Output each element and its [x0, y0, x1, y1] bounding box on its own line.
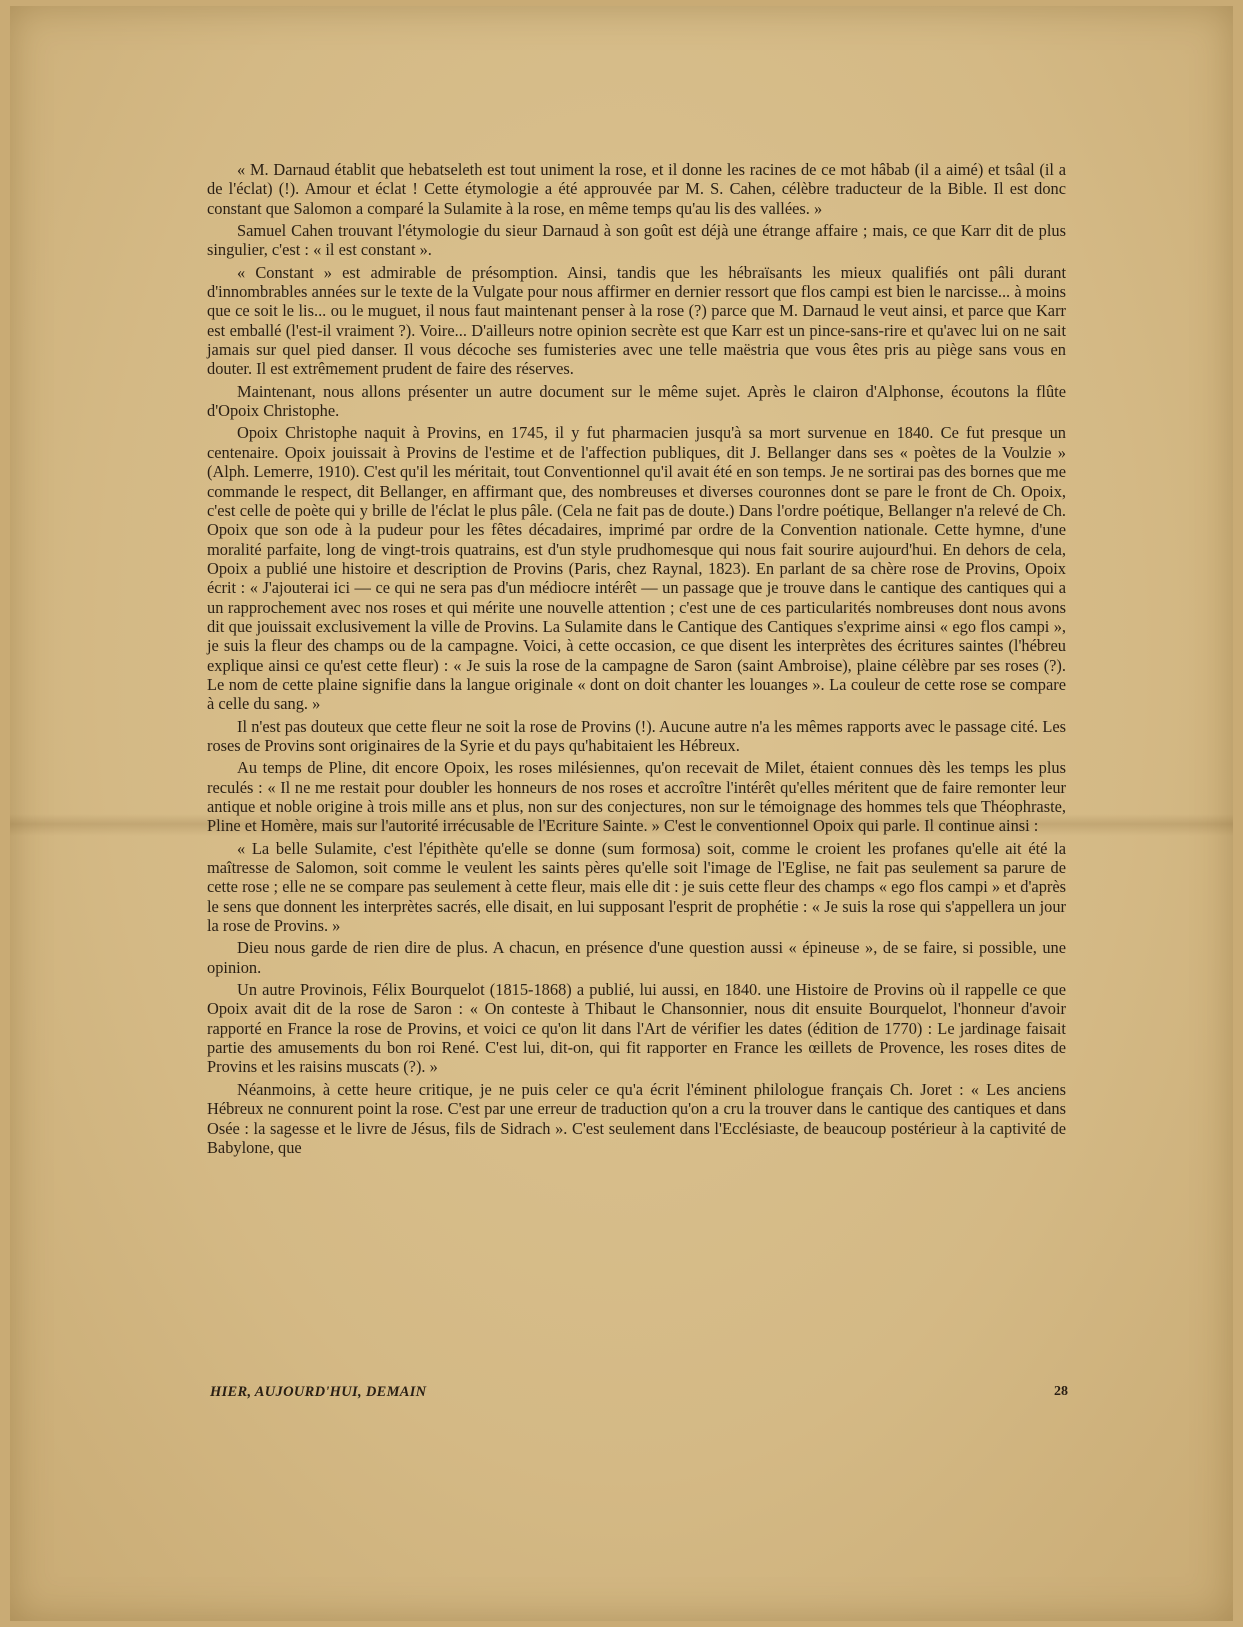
page-footer [210, 1384, 1068, 1406]
paragraph: Opoix Christophe naquit à Provins, en 1745, il y fut pharmacien jusqu'à sa mort survenue en 1840. Ce fut presque un centenaire. Opoix jouissait à Provins de l'estime et de l'affection publiques, dit J. Bellanger dans ses « poètes de la Voulzie » (Alph. Lemerre, 1910). C'est qu'il les méritait, tout Conventionnel qu'il avait été en son temps. Je ne sortirai pas des bornes que me commande le respect, dit Bellanger, en affirmant que, des nombreuses et diverses couronnes dont se pare le front de Ch. Opoix, c'est celle de poète qui y brille de l'éclat le plus pâle. (Cela ne fait pas de doute.) Dans l'ordre poétique, Bellanger n'a relevé de Ch. Opoix que son ode à la pudeur pour les fêtes décadaires, imprimé par ordre de la Convention nationale. Cette hymne, d'une moralité parfaite, long de vingt-trois quatrains, est d'un style prudhomesque qui nous fait sourire aujourd'hui. En dehors de cela, Opoix a publié une histoire et description de Provins (Paris, chez Raynal, 1823). En parlant de sa chère rose de Provins, Opoix écrit : « J'ajouterai ici — ce qui ne sera pas d'un médiocre intérêt — un passage que je trouve dans le cantique des cantiques qui a un rapprochement avec nos roses et qui mérite une nouvelle attention ; c'est une de ces particularités nombreuses dont nous avons dit que jouissait exclusivement la ville de Provins. La Sulamite dans le Cantique des Cantiques s'exprime ainsi « ego flos campi », je suis la fleur des champs ou de la campagne. Voici, à cette occasion, ce que disent les interprètes des écritures saintes (l'hébreu explique ainsi ce qu'est cette fleur) : « Je suis la rose de la campagne de Saron (saint Ambroise), plaine célèbre par ses roses (?). Le nom de cette plaine signifie dans la langue originale « dont on doit chanter les louanges ». La couleur de cette rose se compare à celle du sang. » [207, 423, 1066, 714]
paragraph: « Constant » est admirable de présomption. Ainsi, tandis que les hébraïsants les mieux qualifiés ont pâli durant d'innombrables années sur le texte de la Vulgate pour nous affirmer en dernier ressort que flos campi est bien le narcisse... à moins que ce soit le lis... ou le muguet, il nous faut maintenant penser à la rose (?) parce que M. Darnaud le veut ainsi, et parce que Karr est emballé (l'est-il vraiment ?). Voire... D'ailleurs notre opinion secrète est que Karr est un pince-sans-rire et qu'avec lui on ne sait jamais sur quel pied danser. Il vous décoche ses fumisteries avec une telle maëstria que vous êtes pris au piège sans vous en douter. Il est extrêmement prudent de faire des réserves. [207, 262, 1066, 379]
paragraph: Un autre Provinois, Félix Bourquelot (1815-1868) a publié, lui aussi, en 1840. une Histoire de Provins où il rappelle ce que Opoix avait dit de la rose de Saron : « On conteste à Thibaut le Chansonnier, nous dit ensuite Bourquelot, l'honneur d'avoir rapporté en France la rose de Provins, et voici ce qu'on lit dans l'Art de vérifier les dates (édition de 1770) : Le jardinage faisait partie des amusements du bon roi René. C'est lui, dit-on, qui fit rapporter en France les œillets de Provence, les roses dites de Provins et les raisins muscats (?). » [207, 980, 1066, 1077]
paragraph: Samuel Cahen trouvant l'étymologie du sieur Darnaud à son goût est déjà une étrange affaire ; mais, ce que Karr dit de plus singulier, c'est : « il est constant ». [207, 221, 1066, 260]
paragraph: Au temps de Pline, dit encore Opoix, les roses milésiennes, qu'on recevait de Milet, étaient connues dès les temps les plus reculés : « Il ne me restait pour doubler les honneurs de nos roses et accroître l'intérêt qu'elles méritent que de faire remonter leur antique et noble origine à trois mille ans et plus, non sur des conjectures, non sur le témoignage des hommes tels que Théophraste, Pline et Homère, mais sur l'autorité irrécusable de l'Ecriture Sainte. » C'est le conventionnel Opoix qui parle. Il continue ainsi : [207, 758, 1066, 836]
paragraph: « M. Darnaud établit que hebatseleth est tout uniment la rose, et il donne les racines de ce mot hâbab (il a aimé) et tsâal (il a de l'éclat) (!). Amour et éclat ! Cette étymologie a été approuvée par M. S. Cahen, célèbre traducteur de la Bible. Il est donc constant que Salomon a comparé la Sulamite à la rose, en même temps qu'au lis des vallées. » [207, 160, 1066, 218]
paragraph: Néanmoins, à cette heure critique, je ne puis celer ce qu'a écrit l'éminent philologue français Ch. Joret : « Les anciens Hébreux ne connurent point la rose. C'est par une erreur de traduction qu'on a cru la trouver dans le cantique des cantiques et dans Osée : la sagesse et le livre de Jésus, fils de Sidrach ». C'est seulement dans l'Ecclésiaste, de beaucoup postérieur à la captivité de Babylone, que [207, 1079, 1066, 1157]
paragraph: « La belle Sulamite, c'est l'épithète qu'elle se donne (sum formosa) soit, comme le croient les profanes qu'elle ait été la maîtresse de Salomon, soit comme le veulent les saints pères qu'elle soit l'image de l'Eglise, ne fait pas seulement sa parure de cette rose ; elle ne se compare pas seulement à cette fleur, mais elle dit : je suis cette fleur des champs « ego flos campi » et d'après le sens que donnent les interprètes sacrés, elle disait, en lui supposant l'esprit de prophétie : « Je suis la rose qui s'appellera un jour la rose de Provins. » [207, 838, 1066, 936]
article-body [207, 160, 1066, 1160]
publication-title: HIER, AUJOURD'HUI, DEMAIN [210, 1384, 427, 1400]
paragraph: Il n'est pas douteux que cette fleur ne soit la rose de Provins (!). Aucune autre n'a les mêmes rapports avec le passage cité. Les roses de Provins sont originaires de la Syrie et du pays qu'habitaient les Hébreux. [207, 716, 1066, 755]
paragraph: Dieu nous garde de rien dire de plus. A chacun, en présence d'une question aussi « épineuse », de se faire, si possible, une opinion. [207, 938, 1066, 977]
paragraph: Maintenant, nous allons présenter un autre document sur le même sujet. Après le clairon d'Alphonse, écoutons la flûte d'Opoix Christophe. [207, 381, 1066, 421]
paper-page [10, 6, 1233, 1621]
page-number: 28 [1054, 1384, 1068, 1399]
